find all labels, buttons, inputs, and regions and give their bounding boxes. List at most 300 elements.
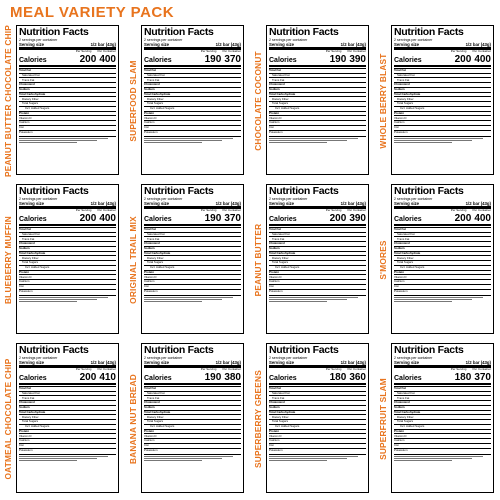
nutrient-row: Cholesterol [144, 241, 241, 246]
nutrient-row: Total Sugars [394, 260, 491, 265]
nutrient-row: Total Fat [144, 227, 241, 232]
product-name-label: ORIGINAL TRAIL MIX [128, 216, 138, 304]
nutrient-row: Potassium [394, 289, 491, 294]
calories-per-serving: 180 [454, 371, 472, 383]
nutrient-row: Trans Fat [144, 77, 241, 82]
nutrient-row: Vitamin D [19, 274, 116, 279]
nutrition-facts-heading: Nutrition Facts [144, 185, 214, 197]
nutrient-row: Sodium [144, 246, 241, 251]
footnote [19, 136, 116, 142]
nutrient-row: Vitamin D [269, 274, 366, 279]
nutrient-row: Dietary Fiber [269, 255, 366, 260]
nutrient-row: Total Carbohydrate [394, 251, 491, 256]
nutrient-row: Saturated Fat [144, 391, 241, 396]
calories-row: Calories 200 390 [269, 212, 366, 224]
nutrient-row: Iron [19, 125, 116, 130]
calories-per-container: 360 [349, 371, 366, 383]
serving-size-row: Serving size 1/2 bar (43g) [269, 201, 366, 209]
nutrition-facts-panel [16, 184, 119, 334]
nutrient-row: Potassium [144, 130, 241, 135]
product-cell [250, 22, 375, 181]
footnote [394, 136, 491, 142]
nutrition-facts-panel [391, 343, 494, 493]
nutrient-row: Iron [394, 125, 491, 130]
nutrient-row: Total Sugars [269, 101, 366, 106]
nutrient-row: Cholesterol [269, 82, 366, 87]
nutrient-row: Potassium [144, 289, 241, 294]
nutrient-row: Vitamin D [269, 433, 366, 438]
product-cell [0, 340, 125, 499]
nutrition-facts-heading: Nutrition Facts [394, 344, 464, 356]
nutrient-row: Total Fat [269, 227, 366, 232]
nutrient-row: Vitamin D [394, 115, 491, 120]
nutrient-row: Trans Fat [394, 236, 491, 241]
nutrient-row: Total Carbohydrate [269, 251, 366, 256]
calories-row: Calories 190 380 [144, 371, 241, 383]
calories-per-container: 400 [99, 212, 116, 224]
nutrient-row: Trans Fat [19, 77, 116, 82]
footnote [144, 295, 241, 301]
footnote [269, 295, 366, 301]
product-cell [0, 22, 125, 181]
nutrient-row: Total Sugars [144, 101, 241, 106]
nutrient-row: Total Fat [394, 227, 491, 232]
calories-per-container: 400 [474, 53, 491, 65]
nutrient-row: Trans Fat [19, 395, 116, 400]
nutrition-facts-heading: Nutrition Facts [394, 26, 464, 38]
nutrient-row: Vitamin D [19, 433, 116, 438]
nutrient-row: Protein [19, 270, 116, 275]
nutrient-row: Calcium [394, 279, 491, 284]
servings-per-container: 2 servings per container [269, 356, 308, 360]
calories-row: Calories 190 370 [144, 212, 241, 224]
calories-per-serving: 180 [329, 371, 347, 383]
calories-row: Calories 200 400 [19, 53, 116, 65]
product-name-label: BLUEBERRY MUFFIN [3, 215, 13, 305]
calories-row: Calories 200 400 [394, 53, 491, 65]
nutrient-row: Protein [144, 270, 241, 275]
serving-size-row: Serving size 1/2 bar (43g) [394, 201, 491, 209]
nutrient-row: Total Carbohydrate [394, 410, 491, 415]
calories-per-serving: 190 [329, 53, 347, 65]
nutrient-row: Dietary Fiber [19, 255, 116, 260]
nutrient-row: Vitamin D [19, 115, 116, 120]
column-headers: Per Serving Per Container [75, 208, 116, 213]
nutrient-row: Total Carbohydrate [144, 92, 241, 97]
nutrient-row: Iron [144, 443, 241, 448]
nutrient-row: Vitamin D [394, 274, 491, 279]
nutrient-row: Total Fat [19, 227, 116, 232]
nutrient-row: Trans Fat [144, 395, 241, 400]
calories-per-container: 390 [349, 53, 366, 65]
serving-size-row: Serving size 1/2 bar (43g) [19, 201, 116, 209]
serving-size-row: Serving size 1/2 bar (43g) [19, 360, 116, 368]
nutrient-row: Total Fat [269, 386, 366, 391]
nutrition-facts-panel [391, 184, 494, 334]
nutrient-row: Dietary Fiber [144, 414, 241, 419]
product-name-label: OATMEAL CHOCOLATE CHIP [3, 358, 13, 480]
serving-size-row: Serving size 1/2 bar (43g) [19, 42, 116, 50]
nutrient-row: Incl. Added Sugars [144, 424, 241, 429]
footnote [19, 454, 116, 460]
nutrient-row: Dietary Fiber [144, 255, 241, 260]
nutrient-row: Incl. Added Sugars [394, 265, 491, 270]
nutrient-row: Total Fat [144, 68, 241, 73]
nutrient-row: Protein [269, 429, 366, 434]
nutrient-row: Dietary Fiber [269, 414, 366, 419]
calories-row: Calories 190 390 [269, 53, 366, 65]
serving-size-row: Serving size 1/2 bar (43g) [394, 42, 491, 50]
nutrient-row: Potassium [269, 448, 366, 453]
nutrition-facts-heading: Nutrition Facts [269, 344, 339, 356]
nutrient-row: Total Fat [269, 68, 366, 73]
column-headers: Per Serving Per Container [450, 367, 491, 372]
footnote [19, 295, 116, 301]
nutrient-row: Dietary Fiber [394, 96, 491, 101]
nutrient-row: Calcium [394, 120, 491, 125]
nutrient-row: Protein [394, 270, 491, 275]
column-headers: Per Serving Per Container [75, 367, 116, 372]
nutrient-row: Protein [144, 429, 241, 434]
nutrient-row: Total Carbohydrate [394, 92, 491, 97]
nutrient-row: Incl. Added Sugars [144, 265, 241, 270]
calories-per-serving: 200 [79, 371, 97, 383]
nutrient-row: Cholesterol [394, 82, 491, 87]
nutrient-row: Potassium [19, 130, 116, 135]
nutrition-facts-panel [141, 25, 244, 175]
calories-row: Calories 200 400 [394, 212, 491, 224]
nutrient-row: Calcium [269, 120, 366, 125]
nutrient-row: Trans Fat [19, 236, 116, 241]
nutrient-row: Total Sugars [144, 419, 241, 424]
nutrient-row: Incl. Added Sugars [269, 424, 366, 429]
nutrient-row: Trans Fat [144, 236, 241, 241]
nutrient-row: Calcium [269, 279, 366, 284]
nutrient-row: Cholesterol [394, 400, 491, 405]
nutrient-row: Dietary Fiber [394, 255, 491, 260]
nutrient-row: Saturated Fat [144, 73, 241, 78]
product-cell [375, 22, 500, 181]
nutrition-facts-panel [391, 25, 494, 175]
nutrient-row: Total Carbohydrate [269, 92, 366, 97]
calories-per-serving: 200 [79, 53, 97, 65]
nutrient-row: Total Sugars [269, 419, 366, 424]
nutrition-facts-heading: Nutrition Facts [19, 344, 89, 356]
footnote [394, 295, 491, 301]
nutrient-row: Dietary Fiber [394, 414, 491, 419]
footnote [269, 454, 366, 460]
nutrient-row: Total Fat [144, 386, 241, 391]
nutrient-row: Total Fat [19, 68, 116, 73]
column-headers: Per Serving Per Container [200, 208, 241, 213]
calories-per-container: 390 [349, 212, 366, 224]
product-name-label: BANANA NUT BREAD [128, 373, 138, 465]
nutrient-row: Iron [269, 125, 366, 130]
nutrition-grid [0, 22, 500, 500]
nutrient-row: Iron [19, 284, 116, 289]
column-headers: Per Serving Per Container [325, 208, 366, 213]
calories-per-container: 400 [474, 212, 491, 224]
nutrient-row: Calcium [19, 279, 116, 284]
nutrition-facts-heading: Nutrition Facts [144, 344, 214, 356]
product-cell [250, 181, 375, 340]
product-name-label: WHOLE BERRY BLAST [378, 53, 388, 149]
nutrient-row: Vitamin D [394, 433, 491, 438]
nutrient-row: Iron [144, 284, 241, 289]
calories-per-serving: 190 [204, 212, 222, 224]
nutrition-facts-heading: Nutrition Facts [144, 26, 214, 38]
nutrient-row: Protein [144, 111, 241, 116]
product-cell [125, 22, 250, 181]
servings-per-container: 2 servings per container [19, 38, 58, 42]
serving-size-row: Serving size 1/2 bar (43g) [269, 42, 366, 50]
nutrient-row: Saturated Fat [19, 73, 116, 78]
nutrition-facts-heading: Nutrition Facts [19, 185, 89, 197]
nutrition-facts-heading: Nutrition Facts [269, 26, 339, 38]
nutrition-facts-panel [266, 343, 369, 493]
nutrient-row: Sodium [269, 87, 366, 92]
product-name-label: SUPERBERRY GREENS [253, 370, 263, 468]
calories-row: Calories 180 360 [269, 371, 366, 383]
page-title: MEAL VARIETY PACK [10, 4, 175, 21]
nutrient-row: Total Sugars [19, 101, 116, 106]
nutrient-row: Iron [19, 443, 116, 448]
nutrient-row: Cholesterol [19, 400, 116, 405]
nutrient-row: Cholesterol [394, 241, 491, 246]
servings-per-container: 2 servings per container [394, 197, 433, 201]
product-cell [375, 340, 500, 499]
nutrient-row: Dietary Fiber [19, 96, 116, 101]
product-name-label: PEANUT BUTTER [253, 223, 263, 297]
product-cell [250, 340, 375, 499]
calories-row: Calories 190 370 [144, 53, 241, 65]
nutrient-row: Protein [269, 111, 366, 116]
nutrient-row: Iron [269, 443, 366, 448]
footnote [144, 454, 241, 460]
nutrient-row: Trans Fat [394, 77, 491, 82]
nutrient-row: Cholesterol [144, 82, 241, 87]
serving-size-row: Serving size 1/2 bar (43g) [144, 42, 241, 50]
nutrient-row: Total Carbohydrate [19, 92, 116, 97]
footnote [144, 136, 241, 142]
nutrient-row: Total Sugars [269, 260, 366, 265]
nutrient-row: Sodium [394, 87, 491, 92]
nutrient-row: Calcium [394, 438, 491, 443]
calories-per-serving: 190 [204, 371, 222, 383]
nutrient-row: Cholesterol [144, 400, 241, 405]
nutrient-row: Potassium [394, 130, 491, 135]
nutrient-row: Dietary Fiber [144, 96, 241, 101]
nutrient-row: Vitamin D [144, 433, 241, 438]
nutrient-row: Saturated Fat [19, 232, 116, 237]
calories-per-serving: 200 [79, 212, 97, 224]
nutrient-row: Total Carbohydrate [144, 410, 241, 415]
nutrient-row: Total Sugars [394, 419, 491, 424]
servings-per-container: 2 servings per container [19, 197, 58, 201]
nutrient-row: Dietary Fiber [19, 414, 116, 419]
nutrient-row: Total Carbohydrate [144, 251, 241, 256]
calories-per-container: 400 [99, 53, 116, 65]
nutrient-row: Saturated Fat [269, 232, 366, 237]
nutrition-facts-panel [266, 25, 369, 175]
nutrient-row: Protein [394, 111, 491, 116]
servings-per-container: 2 servings per container [144, 38, 183, 42]
nutrient-row: Potassium [394, 448, 491, 453]
nutrient-row: Incl. Added Sugars [144, 106, 241, 111]
calories-per-container: 410 [99, 371, 116, 383]
serving-size-row: Serving size 1/2 bar (43g) [144, 201, 241, 209]
column-headers: Per Serving Per Container [75, 49, 116, 54]
nutrient-row: Iron [269, 284, 366, 289]
calories-per-container: 380 [224, 371, 241, 383]
nutrition-facts-heading: Nutrition Facts [394, 185, 464, 197]
nutrient-row: Total Sugars [394, 101, 491, 106]
product-name-label: S'MORES [378, 240, 388, 280]
nutrient-row: Iron [144, 125, 241, 130]
servings-per-container: 2 servings per container [394, 38, 433, 42]
nutrient-row: Saturated Fat [394, 232, 491, 237]
nutrient-row: Potassium [269, 289, 366, 294]
nutrient-row: Trans Fat [394, 395, 491, 400]
nutrient-row: Calcium [144, 438, 241, 443]
calories-per-serving: 190 [204, 53, 222, 65]
nutrient-row: Total Fat [394, 68, 491, 73]
servings-per-container: 2 servings per container [144, 356, 183, 360]
nutrient-row: Incl. Added Sugars [19, 265, 116, 270]
calories-per-serving: 200 [454, 212, 472, 224]
servings-per-container: 2 servings per container [19, 356, 58, 360]
product-name-label: SUPERFRUIT SLAM [378, 378, 388, 460]
nutrient-row: Total Carbohydrate [269, 410, 366, 415]
nutrition-facts-panel [16, 25, 119, 175]
nutrient-row: Vitamin D [269, 115, 366, 120]
column-headers: Per Serving Per Container [200, 49, 241, 54]
nutrient-row: Cholesterol [19, 241, 116, 246]
servings-per-container: 2 servings per container [269, 197, 308, 201]
nutrient-row: Total Sugars [19, 260, 116, 265]
footnote [269, 136, 366, 142]
product-cell [375, 181, 500, 340]
nutrient-row: Protein [19, 429, 116, 434]
nutrient-row: Incl. Added Sugars [19, 106, 116, 111]
nutrient-row: Sodium [19, 405, 116, 410]
nutrient-row: Saturated Fat [269, 391, 366, 396]
nutrient-row: Calcium [19, 120, 116, 125]
nutrient-row: Protein [19, 111, 116, 116]
nutrient-row: Incl. Added Sugars [394, 424, 491, 429]
servings-per-container: 2 servings per container [269, 38, 308, 42]
nutrient-row: Iron [394, 443, 491, 448]
calories-per-container: 370 [474, 371, 491, 383]
nutrient-row: Saturated Fat [394, 73, 491, 78]
nutrient-row: Total Carbohydrate [19, 410, 116, 415]
nutrient-row: Sodium [144, 87, 241, 92]
calories-per-container: 370 [224, 212, 241, 224]
product-name-label: SUPERFOOD SLAM [128, 60, 138, 142]
nutrition-facts-panel [141, 184, 244, 334]
nutrient-row: Calcium [19, 438, 116, 443]
product-cell [0, 181, 125, 340]
calories-row: Calories 200 400 [19, 212, 116, 224]
product-cell [125, 181, 250, 340]
nutrient-row: Incl. Added Sugars [19, 424, 116, 429]
servings-per-container: 2 servings per container [144, 197, 183, 201]
column-headers: Per Serving Per Container [450, 208, 491, 213]
nutrient-row: Trans Fat [269, 236, 366, 241]
product-name-label: PEANUT BUTTER CHOCOLATE CHIP [3, 24, 13, 178]
nutrient-row: Cholesterol [269, 241, 366, 246]
nutrient-row: Sodium [19, 87, 116, 92]
calories-per-container: 370 [224, 53, 241, 65]
nutrition-facts-panel [266, 184, 369, 334]
nutrient-row: Incl. Added Sugars [269, 106, 366, 111]
column-headers: Per Serving Per Container [325, 49, 366, 54]
nutrient-row: Potassium [19, 448, 116, 453]
nutrient-row: Incl. Added Sugars [269, 265, 366, 270]
calories-row: Calories 200 410 [19, 371, 116, 383]
calories-per-serving: 200 [329, 212, 347, 224]
column-headers: Per Serving Per Container [325, 367, 366, 372]
nutrient-row: Cholesterol [19, 82, 116, 87]
nutrition-facts-heading: Nutrition Facts [19, 26, 89, 38]
nutrient-row: Total Carbohydrate [19, 251, 116, 256]
nutrient-row: Saturated Fat [144, 232, 241, 237]
nutrient-row: Sodium [394, 405, 491, 410]
serving-size-row: Serving size 1/2 bar (43g) [269, 360, 366, 368]
serving-size-row: Serving size 1/2 bar (43g) [144, 360, 241, 368]
nutrient-row: Sodium [394, 246, 491, 251]
nutrient-row: Total Fat [19, 386, 116, 391]
nutrient-row: Sodium [269, 246, 366, 251]
nutrient-row: Trans Fat [269, 395, 366, 400]
nutrient-row: Sodium [144, 405, 241, 410]
nutrient-row: Protein [394, 429, 491, 434]
nutrient-row: Total Fat [394, 386, 491, 391]
nutrient-row: Calcium [144, 279, 241, 284]
nutrient-row: Potassium [269, 130, 366, 135]
nutrient-row: Potassium [19, 289, 116, 294]
nutrient-row: Saturated Fat [269, 73, 366, 78]
nutrient-row: Sodium [19, 246, 116, 251]
nutrient-row: Total Sugars [144, 260, 241, 265]
nutrition-facts-panel [16, 343, 119, 493]
nutrient-row: Incl. Added Sugars [394, 106, 491, 111]
nutrient-row: Sodium [269, 405, 366, 410]
nutrition-facts-heading: Nutrition Facts [269, 185, 339, 197]
footnote [394, 454, 491, 460]
nutrient-row: Vitamin D [144, 115, 241, 120]
calories-per-serving: 200 [454, 53, 472, 65]
product-cell [125, 340, 250, 499]
nutrient-row: Saturated Fat [394, 391, 491, 396]
nutrient-row: Potassium [144, 448, 241, 453]
nutrient-row: Vitamin D [144, 274, 241, 279]
nutrient-row: Total Sugars [19, 419, 116, 424]
product-name-label: CHOCOLATE COCONUT [253, 51, 263, 151]
nutrient-row: Saturated Fat [19, 391, 116, 396]
nutrition-facts-panel [141, 343, 244, 493]
calories-row: Calories 180 370 [394, 371, 491, 383]
nutrient-row: Protein [269, 270, 366, 275]
servings-per-container: 2 servings per container [394, 356, 433, 360]
nutrient-row: Cholesterol [269, 400, 366, 405]
nutrient-row: Dietary Fiber [269, 96, 366, 101]
nutrient-row: Trans Fat [269, 77, 366, 82]
nutrient-row: Calcium [269, 438, 366, 443]
column-headers: Per Serving Per Container [450, 49, 491, 54]
column-headers: Per Serving Per Container [200, 367, 241, 372]
nutrient-row: Calcium [144, 120, 241, 125]
